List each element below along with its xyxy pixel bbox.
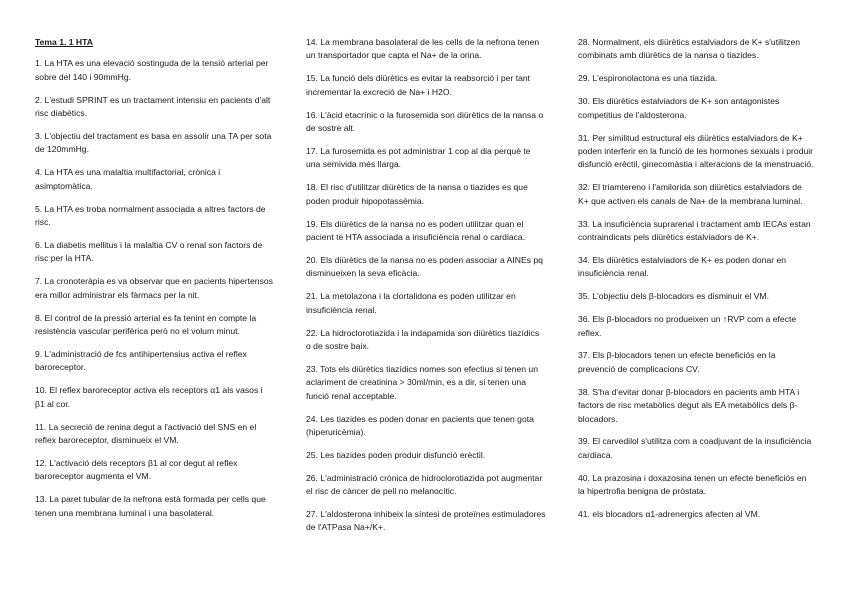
statement-18: 18. El risc d'utilitzar diürètics de la nansa o tiazides es que poden produir hipopotassèmia. (306, 182, 528, 206)
statement-3: 3. L'objectiu del tractament es basa en assolir una TA per sota de 120mmHg. (35, 131, 272, 155)
statement-24: 24. Les tiazides es poden donar en pacients que tenen gota (hiperuricèmia). (306, 413, 534, 437)
statement-26: 26. L'administració crònica de hidroclorotiazida pot augmentar el risc de càncer de pell no melanocític. (306, 472, 543, 497)
column-2 (306, 36, 546, 544)
statement-41: 41. els blocadors α1-adrenergics afecten al VM. (578, 509, 761, 520)
column-3 (578, 36, 814, 531)
statement-34: 34. Els diürètics estalviadors de K+ es poden donar en insuficiència renal. (578, 254, 787, 279)
statement-10: 10. El reflex baroreceptor activa els receptors α1 als vasos i β1 al cor. (35, 385, 263, 409)
statement-33: 33. La insuficiència suprarenal i tractament amb IECAs estan contraindicats pels diürètics estalviadors de K+. (578, 218, 811, 242)
statement-1: 1. La HTA es una elevació sostinguda de la tensió arterial per sobre del 140 i 90mmHg. (35, 58, 269, 82)
statement-21: 21. La metolazona i la clortalidona es poden utilitzar en insuficiència renal. (306, 291, 516, 315)
column-1 (35, 36, 273, 529)
statement-19: 19. Els diürètics de la nansa no es poden utilitzar quan el pacient te HTA associada a insuficiència renal o cardiaca. (306, 218, 526, 242)
statement-16: 16. L'àcid etacrínic o la furosemida son diürètics de la nansa o de sostre alt. (306, 109, 544, 134)
document-title: Tema 1. 1 HTA (35, 37, 93, 47)
statement-35: 35. L'objectiu dels β-blocadors es disminuir el VM. (578, 291, 769, 302)
statement-13: 13. La paret tubular de la nefrona està formada per cells que tenen una membrana luminal i una basolateral. (35, 494, 266, 518)
statement-14: 14. La membrana basolateral de les cells de la nefrona tenen un transportador que capta el Na+ de la orina. (306, 37, 540, 61)
statement-27: 27. L'aldosterona inhibeix la síntesi de proteïnes estimuladores de l'ATPasa Na+/K+. (306, 509, 546, 533)
statement-4: 4. La HTA es una malaltia multifactorial, crònica i asimptomàtica. (35, 167, 221, 191)
statement-23: 23. Tots els diürètics tiazídics nomes son efectius si tenen un aclariment de creatinina > 30ml/min, es a dir, si tenen una funció renal acceptable. (306, 363, 538, 401)
statement-25: 25. Les tiazides poden produir disfunció erèctil. (306, 449, 486, 460)
statement-38: 38. S'ha d'evitar donar β-blocadors en pacients amb HTA i factors de risc metabòlics degut als EA metabòlics dels β-blocadors. (578, 386, 800, 424)
statement-22: 22. La hidroclorotiazida i la indapamida son diürètics tiazídics o de sostre baix. (306, 327, 540, 351)
statement-30: 30. Els diürètics estalviadors de K+ son antagonistes competitius de l'aldosterona. (578, 96, 780, 120)
statement-29: 29. L'espironolactona es una tiazida. (578, 73, 718, 84)
statement-32: 32. El triamterenо i l'amilorida son diürètics estalviadors de K+ que activen els canals de Na+ de la membrana luminal. (578, 182, 803, 206)
statement-28: 28. Normalment, els diürètics estalviadors de K+ s'utilitzen combinats amb diürètics de la nansa o tiazides. (578, 37, 801, 61)
statement-11: 11. La secreció de renina degut a l'activació del SNS en el reflex baroreceptor, disminueix el VM. (35, 421, 257, 445)
statement-6: 6. La diabetis mellitus i la malaltia CV o renal son factors de risc per la HTA. (35, 239, 263, 264)
statement-15: 15. La funció dels diürètics es evitar la reabsorció i per tant incrementar la excreció de Na+ i H2O. (306, 73, 531, 97)
statement-8: 8. El control de la pressió arterial es fa tenint en compte la resistència vascular perifèrica però no el volum minut. (35, 312, 257, 336)
statement-7: 7. La cronoteràpia es va observar que en pacients hipertensos era millor administrar els fàrmacs per la nit. (35, 276, 273, 300)
statement-20: 20. Els diürètics de la nansa no es poden associar a AINEs pq disminueixen la seva eficàcia. (306, 254, 543, 279)
statement-9: 9. L'administració de fcs antihipertensius activa el reflex baroreceptor. (35, 348, 247, 373)
statement-36: 36. Els β-blocadors no produeixen un ↑RVP com a efecte reflex. (578, 314, 797, 338)
statement-39: 39. El carvedilol s'utilitza com a coadjuvant de la insuficiència cardiaca. (578, 436, 812, 460)
statement-40: 40. La prazosina i doxazosina tenen un efecte beneficiós en la hipertrofia benigna de pròstata. (578, 472, 807, 497)
statement-17: 17. La furosemida es pot administrar 1 cop al dia perquè te una semivida més llarga. (306, 145, 531, 170)
statement-12: 12. L'activació dels receptors β1 al cor degut al reflex baroreceptor augmenta el VM. (35, 457, 238, 482)
statement-5: 5. La HTA es troba normalment associada a altres factors de risc. (35, 203, 266, 228)
statement-2: 2. L'estudi SPRINT es un tractament intensiu en pacients d'alt risc diabètics. (35, 94, 271, 119)
statement-31: 31. Per similitud estructural els diürètics estalviadors de K+ poden interferir en la funció de les hormones sexuals i produir disfunció erèctil, ginecomàstia i alteracions de la menstruació. (578, 132, 814, 170)
statement-37: 37. Els β-blocadors tenen un efecte beneficiós en la prevenció de complicacions CV. (578, 350, 776, 374)
